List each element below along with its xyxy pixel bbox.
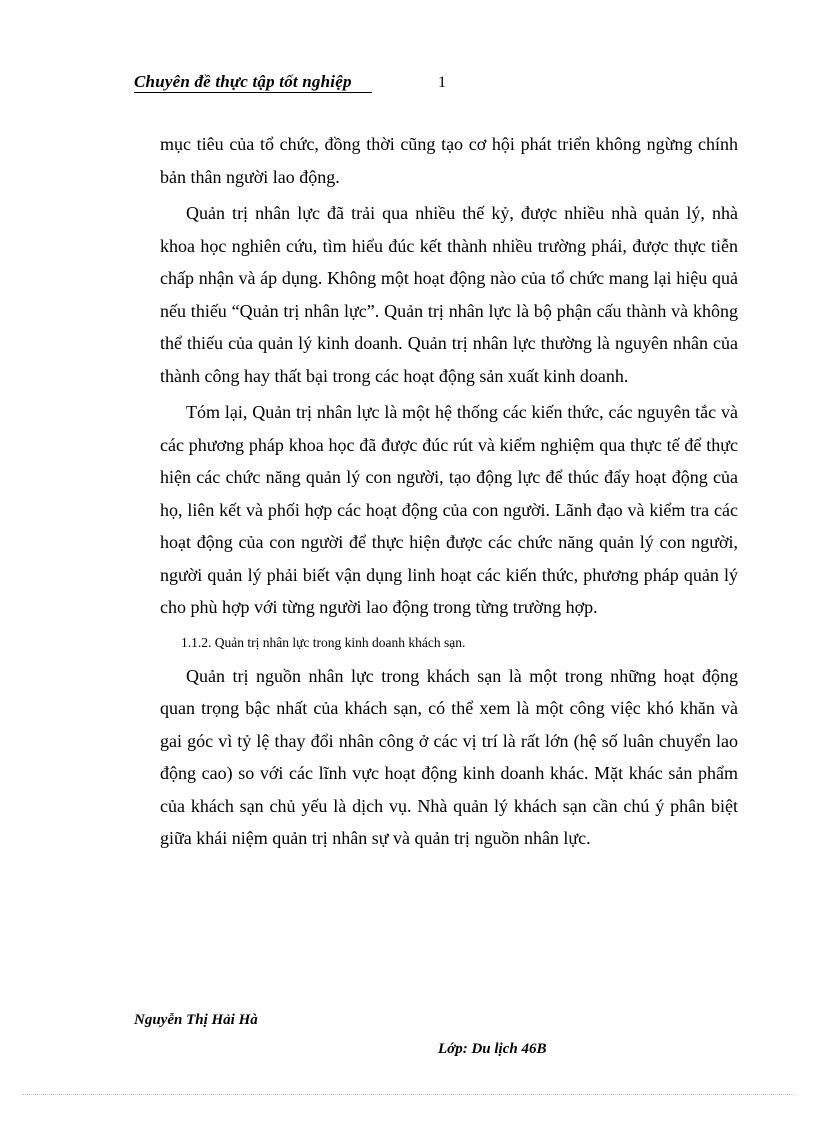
header-underline [134, 92, 372, 93]
footer-author: Nguyễn Thị Hải Hà [134, 1012, 258, 1028]
paragraph-continuation: mục tiêu của tổ chức, đồng thời cũng tạo cơ hội phát triển không ngừng chính bản thân người lao động. [160, 134, 738, 187]
page-bottom-rule [22, 1094, 794, 1095]
page-header [134, 72, 738, 94]
paragraph-hotel-hr: Quản trị nguồn nhân lực trong khách sạn là một trong những hoạt động quan trọng bậc nhất của khách sạn, có thể xem là một công việc khó khăn và gai góc vì tỷ lệ thay đổi nhân công ở các vị trí là rất lớn (hệ số luân chuyển lao động cao) so với các lĩnh vực hoạt động kinh doanh khác. Mặt khác sản phẩm của khách sạn chủ yếu là dịch vụ. Nhà quản lý khách sạn cần chú ý phân biệt giữa khái niệm quản trị nhân sự và quản trị nguồn nhân lực. [160, 665, 738, 848]
page-number: 1 [438, 74, 446, 91]
paragraph-hr-summary: Tóm lại, Quản trị nhân lực là một hệ thống các kiến thức, các nguyên tắc và các phương pháp khoa học đã được đúc rút và kiểm nghiệm qua thực tế để thực hiện các chức năng quản lý con người, tạo động lực để thúc đẩy hoạt động của họ, liên kết và phối hợp các hoạt động của con người. Lãnh đạo và kiểm tra các hoạt động của con người để thực hiện được các chức năng quản lý con người, người quản lý phải biết vận dụng linh hoạt các kiến thức, phương pháp quản lý cho phù hợp với từng người lao động trong từng trường hợp. [160, 402, 738, 617]
document-body [160, 128, 738, 855]
section-heading: 1.1.2. Quản trị nhân lực trong kinh doanh khách sạn. [181, 634, 466, 650]
header-title: Chuyên đề thực tập tốt nghiệp [134, 72, 352, 91]
paragraph-hr-history: Quản trị nhân lực đã trải qua nhiều thế kỷ, được nhiều nhà quản lý, nhà khoa học nghiên cứu, tìm hiểu đúc kết thành nhiều trường phái, được thực tiễn chấp nhận và áp dụng. Không một hoạt động nào của tổ chức mang lại hiệu quả nếu thiếu “Quản trị nhân lực”. Quản trị nhân lực là bộ phận cấu thành và không thể thiếu của quản lý kinh doanh. Quản trị nhân lực thường là nguyên nhân của thành công hay thất bại trong các hoạt động sản xuất kinh doanh. [160, 203, 738, 386]
footer-class: Lớp: Du lịch 46B [438, 1041, 547, 1057]
